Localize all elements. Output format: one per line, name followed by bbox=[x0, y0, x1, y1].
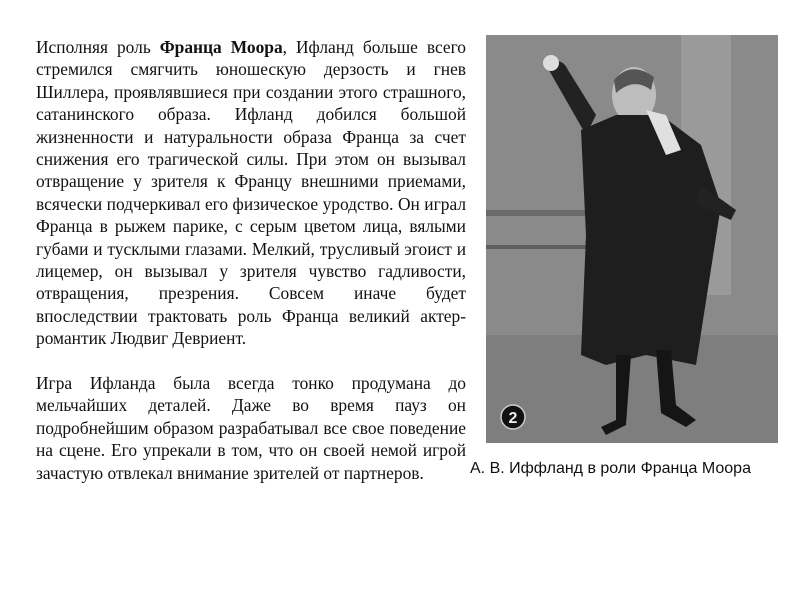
role-name: Франца Моора bbox=[159, 37, 283, 57]
figure-caption: А. В. Иффланд в роли Франца Моора bbox=[470, 460, 751, 477]
actor-portrait-image bbox=[486, 35, 778, 443]
body-text bbox=[36, 36, 466, 507]
paragraph-1: Исполняя роль Франца Моора, Ифланд больше всего стремился смягчить юношескую дерзость и гнев Шиллера, проявлявшиеся при создании этого страшного, сатанинского образа. Ифланд добился большой жизненности и натуральности образа Франца за счет снижения его трагической силы. При этом он вызывал отвращение у зрителя к Францу внешними приемами, всячески подчеркивал его физическое уродство. Он играл Франца в рыжем парике, с серым цветом лица, вялыми губами и тусклыми глазами. Мелкий, трусливый эгоист и лицемер, он вызывал у зрителя чувство гадливости, отвращения, презрения. Совсем иначе будет впоследствии трактовать роль Франца великий актер-романтик Людвиг Девриент. bbox=[36, 37, 466, 349]
paragraph-2: Игра Ифланда была всегда тонко продумана до мельчайших деталей. Даже во время пауз он подробнейшим образом разрабатывал все свое поведение на сцене. Его упрекали в том, что он своей немой игрой зачастую отвлекал внимание зрителей от партнеров. bbox=[36, 373, 466, 483]
figure-number-badge: 2 bbox=[508, 410, 518, 427]
